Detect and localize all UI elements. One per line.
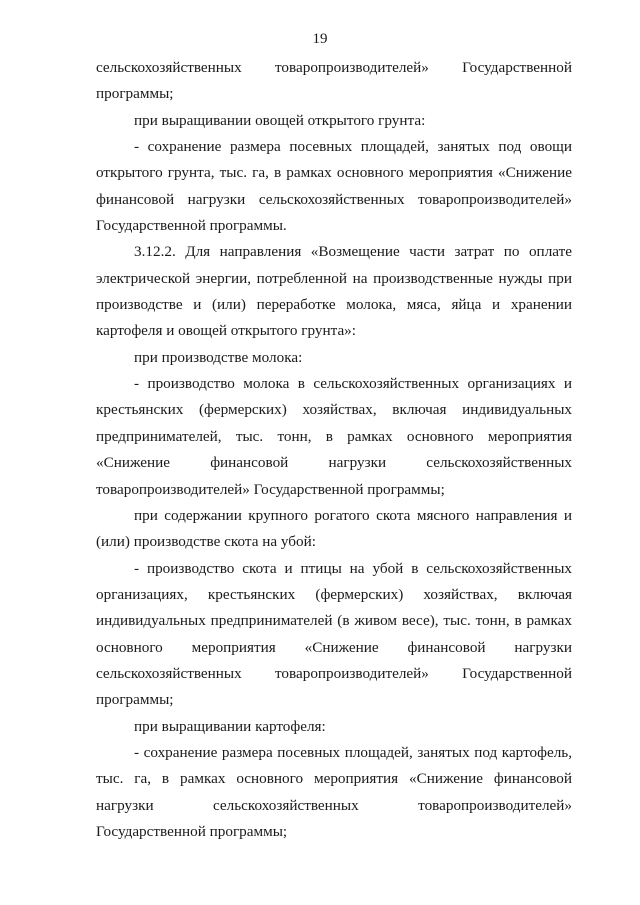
paragraph: при содержании крупного рогатого скота мясного направления и (или) производстве скота на убой: — [96, 506, 572, 551]
paragraph: при выращивании картофеля: — [134, 717, 326, 735]
paragraph: 3.12.2. Для направления «Возмещение части затрат по оплате электрической энергии, потребленной на производственные нужды при производстве и (или) переработке молока, мяса, яйца и хранении картофеля и овощей открытого грунта»: — [96, 243, 572, 340]
paragraph: при производстве молока: — [134, 348, 303, 366]
paragraph: - сохранение размера посевных площадей, занятых под картофель, тыс. га, в рамках основного мероприятия «Снижение финансовой нагрузки сельскохозяйственных товаропроизводителей» Государственной программы; — [96, 743, 572, 840]
paragraph: - производство скота и птицы на убой в сельскохозяйственных организациях, крестьянских (фермерских) хозяйствах, включая индивидуальных предпринимателей (в живом весе), тыс. тонн, в рамках основного мероприятия «Снижение финансовой нагрузки сельскохозяйственных товаропроизводителей» Государственной программы; — [96, 559, 572, 709]
paragraph-continuation: сельскохозяйственных товаропроизводителей» Государственной программы; — [96, 59, 572, 103]
document-body — [96, 55, 572, 845]
page-number: 19 — [312, 31, 328, 47]
paragraph: - сохранение размера посевных площадей, занятых под овощи открытого грунта, тыс. га, в рамках основного мероприятия «Снижение финансовой нагрузки сельскохозяйственных товаропроизводителей» Государственной программы. — [96, 138, 572, 235]
paragraph: - производство молока в сельскохозяйственных организациях и крестьянских (фермерских) хозяйствах, включая индивидуальных предпринимателей, тыс. тонн, в рамках основного мероприятия «Снижение финансовой нагрузки сельскохозяйственных товаропроизводителей» Государственной программы; — [96, 375, 572, 498]
paragraph: при выращивании овощей открытого грунта: — [134, 111, 426, 129]
